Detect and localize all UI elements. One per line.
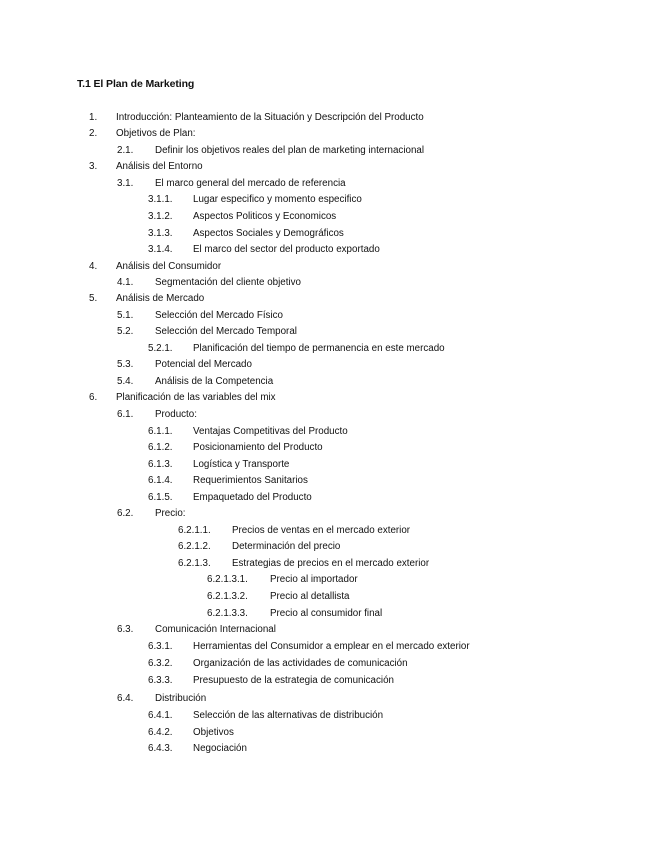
outline-item-number: 6.2. bbox=[117, 508, 134, 519]
outline-item-text: Herramientas del Consumidor a emplear en el mercado exterior bbox=[193, 641, 470, 652]
outline-item-text: Análisis de la Competencia bbox=[155, 376, 274, 387]
outline-item-number: 1. bbox=[89, 112, 98, 123]
outline-item-number: 3.1.2. bbox=[148, 211, 173, 222]
outline-item-number: 6.4.1. bbox=[148, 710, 173, 721]
outline-item-number: 3.1.1. bbox=[148, 194, 173, 205]
outline-item-number: 6.1.3. bbox=[148, 459, 173, 470]
outline-item-text: Precios de ventas en el mercado exterior bbox=[232, 525, 411, 536]
outline-item-text: Potencial del Mercado bbox=[155, 359, 252, 370]
outline-item-number: 6.2.1.3.3. bbox=[207, 608, 248, 619]
outline-item-text: El marco general del mercado de referencia bbox=[155, 178, 346, 189]
outline-item-number: 2.1. bbox=[117, 145, 134, 156]
outline-item-number: 6.1.4. bbox=[148, 475, 173, 486]
outline-item-number: 3. bbox=[89, 161, 98, 172]
outline-item-number: 5.3. bbox=[117, 359, 134, 370]
outline-item-number: 5.4. bbox=[117, 376, 134, 387]
outline-item-number: 5. bbox=[89, 293, 98, 304]
outline-item-text: Estrategias de precios en el mercado exterior bbox=[232, 558, 430, 569]
outline-item-number: 6.2.1.2. bbox=[178, 541, 211, 552]
outline-item-number: 6.3. bbox=[117, 624, 134, 635]
outline-item-number: 6.3.2. bbox=[148, 658, 173, 669]
outline-item-text: Selección de las alternativas de distribución bbox=[193, 710, 384, 721]
outline-item-text: Comunicación Internacional bbox=[155, 624, 276, 635]
outline-item-number: 4. bbox=[89, 261, 98, 272]
outline-item-text: Planificación del tiempo de permanencia en este mercado bbox=[193, 343, 445, 354]
outline-item-text: Empaquetado del Producto bbox=[193, 492, 312, 503]
outline-item-number: 6.1.1. bbox=[148, 426, 173, 437]
outline-item-text: Análisis del Entorno bbox=[116, 161, 203, 172]
outline-item-text: Análisis del Consumidor bbox=[116, 261, 222, 272]
outline-item-text: Distribución bbox=[155, 693, 207, 704]
outline-item-text: Definir los objetivos reales del plan de marketing internacional bbox=[155, 145, 425, 156]
document-title: T.1 El Plan de Marketing bbox=[77, 78, 195, 90]
outline-item-number: 6.1. bbox=[117, 409, 134, 420]
outline-item-text: Selección del Mercado Físico bbox=[155, 310, 283, 321]
outline-item-number: 5.1. bbox=[117, 310, 134, 321]
outline-item-number: 6.1.5. bbox=[148, 492, 173, 503]
outline-item-number: 6.2.1.3.1. bbox=[207, 574, 248, 585]
outline-item-text: Organización de las actividades de comunicación bbox=[193, 658, 408, 669]
outline-item-text: Producto: bbox=[155, 409, 197, 420]
outline-item-text: Posicionamiento del Producto bbox=[193, 442, 323, 453]
outline-item-text: Segmentación del cliente objetivo bbox=[155, 277, 301, 288]
outline-item-number: 3.1.3. bbox=[148, 228, 173, 239]
outline-item-text: Precio al detallista bbox=[270, 591, 350, 602]
outline-item-number: 6.4. bbox=[117, 693, 134, 704]
outline-item-text: Negociación bbox=[193, 743, 247, 754]
outline-item-text: El marco del sector del producto exportado bbox=[193, 244, 380, 255]
outline-item-text: Lugar especifico y momento especifico bbox=[193, 194, 362, 205]
outline-item-number: 4.1. bbox=[117, 277, 134, 288]
outline-item-number: 6.3.3. bbox=[148, 675, 173, 686]
outline-item-number: 6.4.2. bbox=[148, 727, 173, 738]
outline-item-number: 3.1.4. bbox=[148, 244, 173, 255]
outline-item-text: Requerimientos Sanitarios bbox=[193, 475, 308, 486]
outline-item-number: 6.3.1. bbox=[148, 641, 173, 652]
outline-item-text: Objetivos de Plan: bbox=[116, 128, 196, 139]
outline-item-number: 6.2.1.1. bbox=[178, 525, 211, 536]
outline-item-text: Presupuesto de la estrategia de comunicación bbox=[193, 675, 394, 686]
outline-item-number: 5.2. bbox=[117, 326, 134, 337]
outline-item-number: 6.4.3. bbox=[148, 743, 173, 754]
outline-item-number: 5.2.1. bbox=[148, 343, 173, 354]
outline-item-text: Análisis de Mercado bbox=[116, 293, 205, 304]
outline-item-text: Determinación del precio bbox=[232, 541, 341, 552]
outline-item-number: 6. bbox=[89, 392, 98, 403]
outline-item-text: Ventajas Competitivas del Producto bbox=[193, 426, 348, 437]
outline-item-text: Objetivos bbox=[193, 727, 234, 738]
outline-item-number: 3.1. bbox=[117, 178, 134, 189]
outline-item-text: Logística y Transporte bbox=[193, 459, 290, 470]
outline-item-number: 6.1.2. bbox=[148, 442, 173, 453]
outline-item-text: Introducción: Planteamiento de la Situación y Descripción del Producto bbox=[116, 112, 424, 123]
outline-item-text: Planificación de las variables del mix bbox=[116, 392, 276, 403]
outline-item-text: Aspectos Politicos y Economicos bbox=[193, 211, 337, 222]
outline-item-number: 6.2.1.3. bbox=[178, 558, 211, 569]
outline-item-number: 6.2.1.3.2. bbox=[207, 591, 248, 602]
outline-item-text: Selección del Mercado Temporal bbox=[155, 326, 297, 337]
outline-item-number: 2. bbox=[89, 128, 98, 139]
outline-item-text: Precio al consumidor final bbox=[270, 608, 383, 619]
outline-item-text: Precio: bbox=[155, 508, 186, 519]
outline-item-text: Aspectos Sociales y Demográficos bbox=[193, 228, 344, 239]
outline-item-text: Precio al importador bbox=[270, 574, 358, 585]
